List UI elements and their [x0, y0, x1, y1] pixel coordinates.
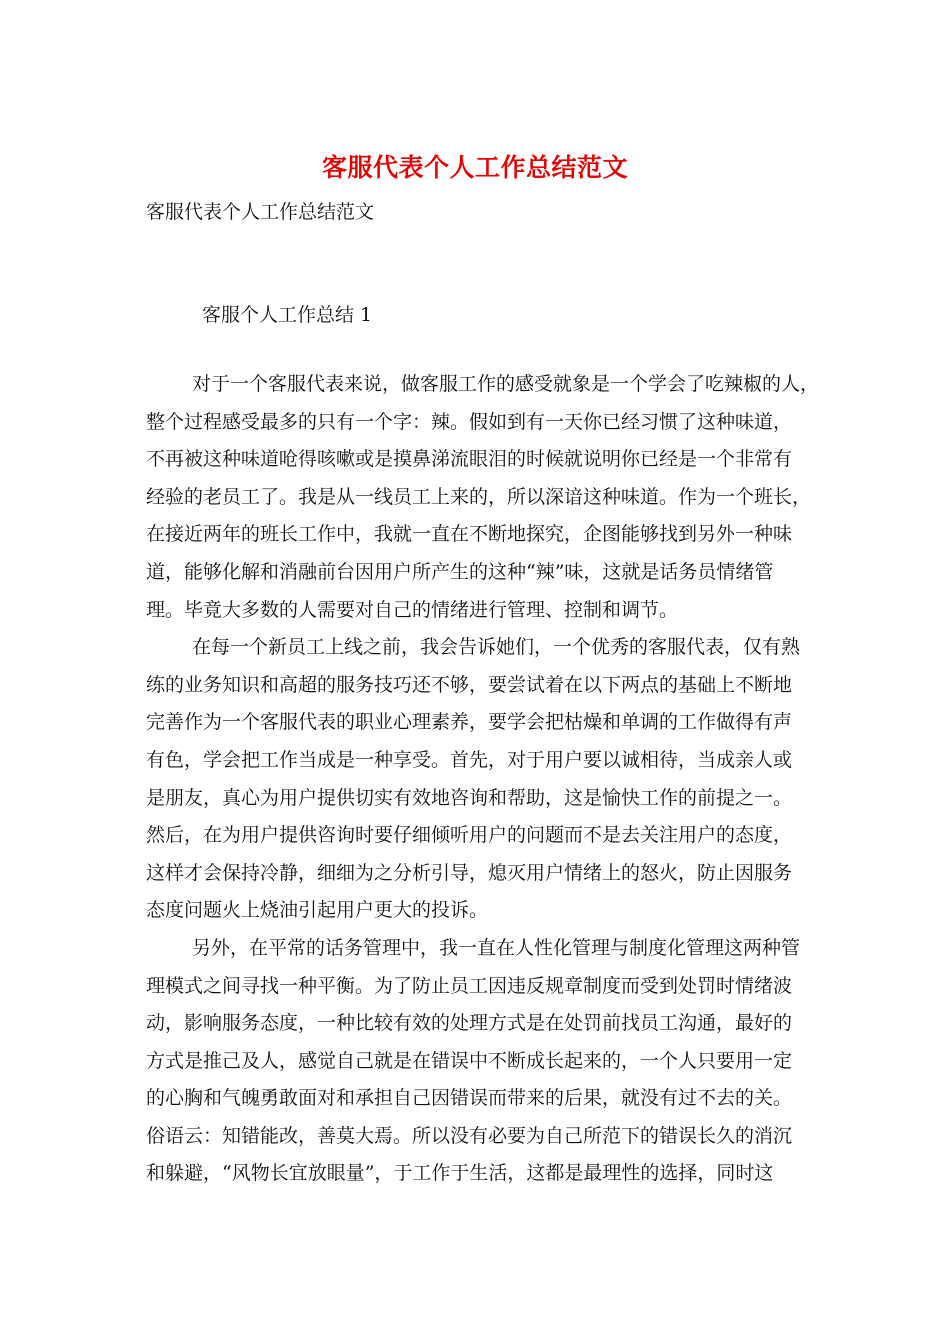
section-heading: 客服个人工作总结 1	[202, 304, 373, 326]
paragraph-line: 另外，在平常的话务管理中，我一直在人性化管理与制度化管理这两种管	[192, 936, 801, 959]
paragraph-line: 动，影响服务态度，一种比较有效的处理方式是在处罚前找员工沟通，最好的	[146, 1012, 793, 1035]
paragraph-line: 整个过程感受最多的只有一个字：辣。假如到有一天你已经习惯了这种味道，	[146, 410, 793, 433]
paragraph-line: 经验的老员工了。我是从一线员工上来的，所以深谙这种味道。作为一个班长，	[146, 485, 812, 508]
paragraph-line: 在接近两年的班长工作中，我就一直在不断地探究，企图能够找到另外一种味	[146, 523, 793, 546]
paragraph-line: 理模式之间寻找一种平衡。为了防止员工因违反规章制度而受到处罚时情绪波	[146, 974, 793, 997]
paragraph-line: 这样才会保持冷静，细细为之分析引导，熄灭用户情绪上的怒火，防止因服务	[146, 861, 793, 884]
paragraph-line: 方式是推己及人，感觉自己就是在错误中不断成长起来的，一个人只要用一定	[146, 1049, 793, 1072]
paragraph-line: 俗语云：知错能改，善莫大焉。所以没有必要为自己所范下的错误长久的消沉	[146, 1124, 793, 1147]
paragraph-line: 完善作为一个客服代表的职业心理素养，要学会把枯燥和单调的工作做得有声	[146, 711, 793, 734]
paragraph-line: 在每一个新员工上线之前，我会告诉她们，一个优秀的客服代表，仅有熟	[192, 636, 801, 659]
document-title: 客服代表个人工作总结范文	[321, 153, 628, 182]
paragraph-line: 道，能够化解和消融前台因用户所产生的这种“辣”味，这就是话务员情绪管	[146, 560, 774, 583]
paragraph-line: 态度问题火上烧油引起用户更大的投诉。	[146, 899, 489, 922]
paragraph-line: 练的业务知识和高超的服务技巧还不够，要尝试着在以下两点的基础上不断地	[146, 673, 793, 696]
paragraph-line: 的心胸和气魄勇敢面对和承担自己因错误而带来的后果，就没有过不去的关。	[146, 1087, 793, 1110]
paragraph-line: 不再被这种味道呛得咳嗽或是摸鼻涕流眼泪的时候就说明你已经是一个非常有	[146, 448, 793, 471]
paragraph-line: 有色，学会把工作当成是一种享受。首先，对于用户要以诚相待，当成亲人或	[146, 748, 793, 771]
paragraph-line: 和躲避，“风物长宜放眼量”，于工作于生活，这都是最理性的选择，同时这	[146, 1162, 774, 1185]
paragraph-line: 对于一个客服代表来说，做客服工作的感受就象是一个学会了吃辣椒的人，	[192, 373, 820, 395]
paragraph-line: 是朋友，真心为用户提供切实有效地咨询和帮助，这是愉快工作的前提之一。	[146, 786, 793, 809]
document-subtitle: 客服代表个人工作总结范文	[146, 201, 375, 223]
paragraph-line: 理。毕竟大多数的人需要对自己的情绪进行管理、控制和调节。	[146, 598, 679, 621]
paragraph-line: 然后，在为用户提供咨询时要仔细倾听用户的问题而不是去关注用户的态度，	[146, 824, 793, 847]
body-text	[146, 366, 826, 1193]
